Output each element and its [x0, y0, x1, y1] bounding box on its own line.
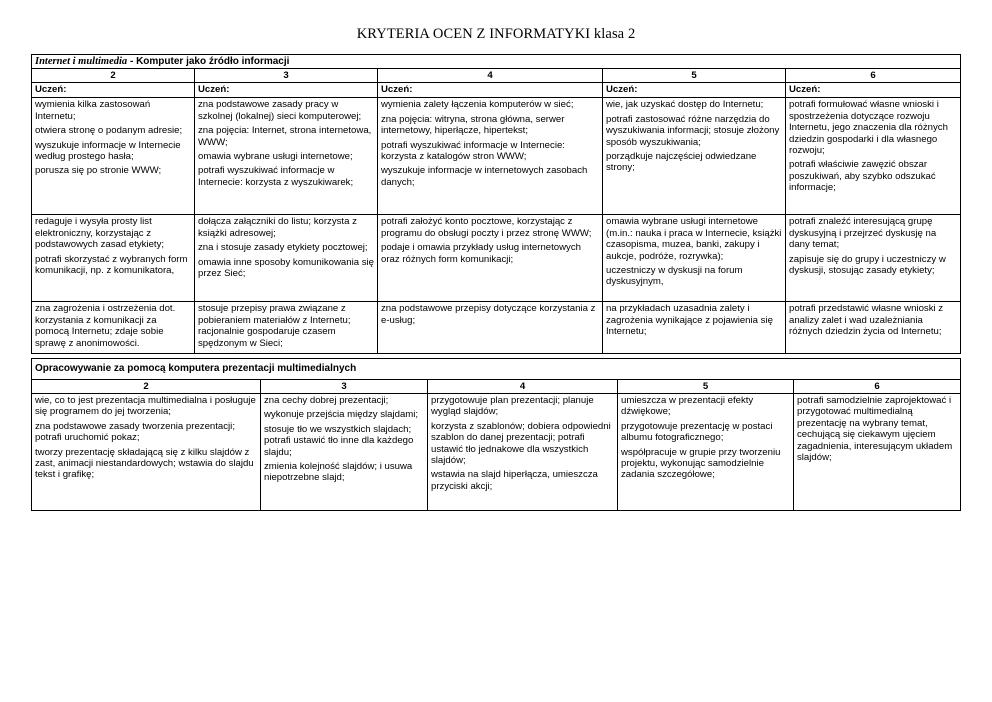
criterion-text: podaje i omawia przykłady usług internetowych oraz różnych form komunikacji; [381, 242, 581, 265]
criterion-text: wie, co to jest prezentacja multimedialna i posługuje się programem do jej tworzenia; [35, 395, 256, 418]
criterion-text: potrafi właściwie zawęzić obszar poszukiwań, aby szybko odszukać informacje; [789, 159, 936, 194]
section-header-row [32, 55, 961, 69]
criteria-cell [195, 302, 378, 354]
criterion-text: dołącza załączniki do listu; korzysta z książki adresowej; [198, 216, 357, 239]
criterion-text: przygotowuje plan prezentacji; planuje wygląd slajdów; [431, 395, 594, 418]
section-title-topic: Internet i multimedia [35, 56, 128, 67]
criteria-cell [32, 215, 195, 302]
criterion-text: potrafi przedstawić własne wnioski z analizy zalet i wad uzależniania różnych dziedzin życia od Internetu; [789, 303, 944, 338]
criteria-cell [786, 215, 961, 302]
criterion-text: zna pojęcia: Internet, strona internetowa, WWW; [198, 125, 372, 148]
section-title [32, 55, 961, 69]
criteria-cell [603, 98, 786, 215]
criterion-text: potrafi zastosować różne narzędzia do wyszukiwania informacji; stosuje złożony sposób wyszukiwania; [606, 113, 780, 148]
student-header-row [32, 83, 961, 98]
grade-cell: 2 [32, 380, 261, 394]
criterion-text: potrafi formułować własne wnioski i spostrzeżenia dotyczące rozwoju Internetu, jego znaczenia dla różnych dziedzin gospodarki i dla własnego rozwoju; [789, 99, 948, 157]
criterion-text: zna podstawowe zasady tworzenia prezentacji; potrafi uruchomić pokaz; [35, 420, 235, 444]
criteria-row [32, 394, 961, 511]
criterion-text: na przykładach uzasadnia zalety i zagrożenia wynikające z pojawienia się Internetu; [606, 303, 773, 338]
criterion-text: potrafi znaleźć interesującą grupę dyskusyjną i przejrzeć dyskusję na dany temat; [789, 216, 937, 251]
criteria-cell [603, 302, 786, 354]
grade-cell: 4 [378, 69, 603, 83]
criterion-text: omawia inne sposoby komunikowania się przez Sieć; [198, 256, 374, 280]
grade-cell: 3 [261, 380, 428, 394]
section-header-row [32, 359, 961, 380]
criterion-text: stosuje przepisy prawa związane z pobieraniem materiałów z Internetu; racjonalnie gospodaruje czasem spędzonym w Sieci; [198, 303, 351, 349]
criterion-text: omawia wybrane usługi internetowe; [198, 151, 353, 163]
criterion-text: wyszukuje informacje w internetowych zasobach danych; [381, 165, 588, 188]
criterion-text: zna podstawowe zasady pracy w szkolnej (lokalnej) sieci komputerowej; [198, 99, 362, 122]
criteria-cell [786, 302, 961, 354]
criterion-text: potrafi założyć konto pocztowe, korzystając z programu do obsługi poczty i przez stronę WWW; [381, 216, 592, 239]
criteria-cell [195, 215, 378, 302]
criteria-cell [378, 215, 603, 302]
criterion-text: umieszcza w prezentacji efekty dźwiękowe; [621, 395, 754, 418]
column-header: Uczeń: [786, 83, 961, 98]
grade-cell: 2 [32, 69, 195, 83]
grade-row [32, 69, 961, 83]
criterion-text: zna i stosuje zasady etykiety pocztowej; [198, 242, 368, 254]
criteria-cell [195, 98, 378, 215]
grade-cell: 5 [603, 69, 786, 83]
criterion-text: współpracuje w grupie przy tworzeniu projektu, wykonując samodzielnie zadania szczegółowe; [621, 446, 781, 481]
criteria-cell [428, 394, 618, 511]
criterion-text: tworzy prezentację składającą się z kilku slajdów z zast, animacji niestandardowych; wstawia do slajdu tekst i grafikę; [35, 446, 254, 481]
criterion-text: omawia wybrane usługi internetowe (m.in.: nauka i praca w Internecie, książki czasopisma, muzea, banki, zakupy i aukcje, podróże, rozrywka); [606, 216, 782, 262]
criteria-cell [378, 98, 603, 215]
criterion-text: stosuje tło we wszystkich slajdach; potrafi ustawić tło inne dla każdego slajdu; [264, 423, 414, 458]
criterion-text: zna cechy dobrej prezentacji; [264, 395, 389, 406]
column-header: Uczeń: [195, 83, 378, 98]
criteria-cell [603, 215, 786, 302]
column-header: Uczeń: [378, 83, 603, 98]
grade-cell: 6 [786, 69, 961, 83]
criteria-cell [32, 98, 195, 215]
criterion-text: wyszukuje informacje w Internecie według prostego hasła; [35, 139, 181, 163]
criteria-cell [786, 98, 961, 215]
criterion-text: porządkuje najczęściej odwiedzane strony; [606, 151, 757, 174]
grade-cell: 5 [618, 380, 794, 394]
criterion-text: potrafi wyszukiwać informacje w Internecie: korzysta z katalogów stron WWW; [381, 139, 565, 163]
criterion-text: porusza się po stronie WWW; [35, 165, 162, 177]
criterion-text: wymienia kilka zastosowań Internetu; [35, 99, 151, 122]
grade-row [32, 380, 961, 394]
criterion-text: potrafi samodzielnie zaprojektować i przygotować multimedialną prezentację na wybrany temat, cechującą się ciekawym ujęciem zagadnienia, interesującym układem slajdów; [797, 395, 953, 464]
criteria-cell [794, 394, 961, 511]
criterion-text: wstawia na slajd hiperłącza, umieszcza przyciski akcji; [431, 469, 598, 492]
criteria-row [32, 215, 961, 302]
criteria-cell [32, 394, 261, 511]
criteria-cell [618, 394, 794, 511]
section-title: Opracowywanie za pomocą komputera prezentacji multimedialnych [32, 359, 961, 380]
criterion-text: zapisuje się do grupy i uczestniczy w dyskusji, stosując zasady etykiety; [789, 253, 946, 277]
criterion-text: zna zagrożenia i ostrzeżenia dot. korzystania z komunikacji za pomocą Internetu; zdaje sobie sprawę z anonimowości. [35, 303, 176, 349]
criterion-text: uczestniczy w dyskusji na forum dyskusyjnym, [606, 265, 743, 288]
criterion-text: zmienia kolejność slajdów; i usuwa niepotrzebne slajd; [264, 461, 413, 484]
criteria-table-presentations [31, 358, 961, 511]
criterion-text: zna pojęcia: witryna, strona główna, serwer internetowy, hiperłącze, hipertekst; [381, 113, 565, 137]
criteria-row [32, 302, 961, 354]
criterion-text: redaguje i wysyła prosty list elektroniczny, korzystając z podstawowych zasad etykiety; [35, 216, 165, 251]
grade-cell: 4 [428, 380, 618, 394]
criterion-text: potrafi wyszukiwać informacje w Internecie: korzysta z wyszukiwarek; [198, 165, 354, 188]
criterion-text: potrafi skorzystać z wybranych form komunikacji, np. z komunikatora, [35, 253, 188, 277]
grade-cell: 6 [794, 380, 961, 394]
criterion-text: wykonuje przejścia między slajdami; [264, 409, 419, 421]
criteria-row [32, 98, 961, 215]
criteria-cell [378, 302, 603, 354]
criterion-text: wymienia zalety łączenia komputerów w sieć; [381, 99, 574, 111]
page-title: KRYTERIA OCEN Z INFORMATYKI klasa 2 [356, 26, 636, 42]
criterion-text: przygotowuje prezentację w postaci albumu fotograficznego; [621, 420, 773, 444]
grade-cell: 3 [195, 69, 378, 83]
criteria-table-internet [31, 54, 961, 354]
criteria-cell [261, 394, 428, 511]
column-header: Uczeń: [603, 83, 786, 98]
criterion-text: wie, jak uzyskać dostęp do Internetu; [606, 99, 764, 111]
criterion-text: otwiera stronę o podanym adresie; [35, 125, 183, 137]
column-header: Uczeń: [32, 83, 195, 98]
criterion-text: korzysta z szablonów; dobiera odpowiedni szablon do danej prezentacji; potrafi ustawić tło jednakowe dla wszystkich slajdów; [431, 420, 611, 467]
criteria-cell [32, 302, 195, 354]
criterion-text: zna podstawowe przepisy dotyczące korzystania z e-usług; [381, 303, 596, 326]
section-title-subtopic: - Komputer jako źródło informacji [127, 56, 290, 67]
